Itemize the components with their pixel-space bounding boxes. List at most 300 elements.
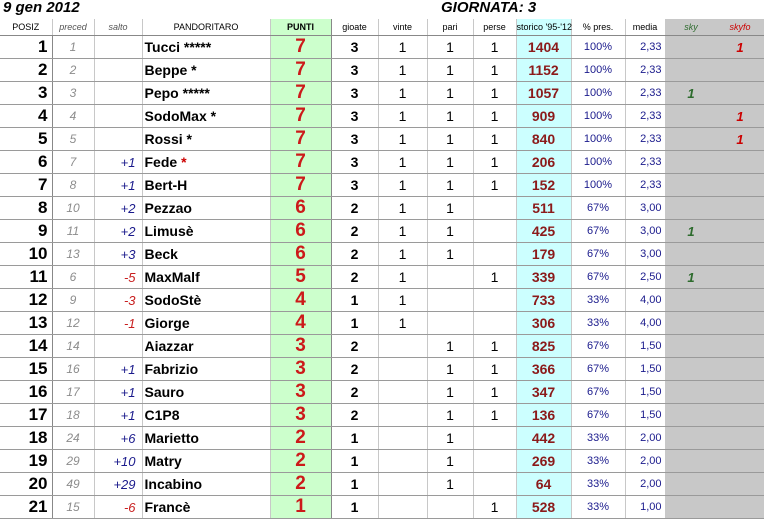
wins-cell	[378, 381, 427, 404]
losses-cell	[473, 243, 516, 266]
skyfo-cell	[717, 404, 763, 427]
draws-cell: 1	[427, 36, 473, 59]
draws-cell: 1	[427, 358, 473, 381]
table-row	[0, 266, 763, 289]
skyfo-cell	[717, 82, 763, 105]
wins-cell: 1	[378, 105, 427, 128]
wins-cell: 1	[378, 197, 427, 220]
position-cell: 15	[0, 358, 52, 381]
position-change-cell: +3	[94, 243, 142, 266]
header-punti: PUNTI	[270, 19, 331, 36]
skyfo-cell	[717, 174, 763, 197]
skyfo-cell	[717, 289, 763, 312]
previous-position-cell: 7	[52, 151, 94, 174]
position-change-cell: +6	[94, 427, 142, 450]
average-cell: 2,33	[625, 151, 665, 174]
wins-cell: 1	[378, 266, 427, 289]
played-cell: 3	[331, 174, 378, 197]
table-row	[0, 358, 763, 381]
header-skyfo: skyfo	[717, 19, 763, 36]
losses-cell	[473, 427, 516, 450]
position-change-cell	[94, 82, 142, 105]
losses-cell	[473, 197, 516, 220]
draws-cell: 1	[427, 404, 473, 427]
points-cell: 7	[270, 82, 331, 105]
losses-cell	[473, 312, 516, 335]
player-name-cell: Incabino	[142, 473, 270, 496]
presence-pct-cell: 100%	[571, 151, 625, 174]
header-posiz: POSIZ	[0, 19, 52, 36]
previous-position-cell: 13	[52, 243, 94, 266]
header-storico: storico '95-'12	[516, 19, 571, 36]
sky-cell: 1	[665, 266, 717, 289]
historical-score-cell: 1404	[516, 36, 571, 59]
skyfo-cell	[717, 496, 763, 519]
played-cell: 1	[331, 427, 378, 450]
table-row	[0, 312, 763, 335]
average-cell: 1,50	[625, 358, 665, 381]
played-cell: 3	[331, 82, 378, 105]
points-cell: 6	[270, 243, 331, 266]
played-cell: 1	[331, 496, 378, 519]
skyfo-cell: 1	[717, 105, 763, 128]
points-cell: 4	[270, 312, 331, 335]
table-row	[0, 473, 763, 496]
historical-score-cell: 339	[516, 266, 571, 289]
presence-pct-cell: 33%	[571, 473, 625, 496]
draws-cell: 1	[427, 450, 473, 473]
draws-cell: 1	[427, 197, 473, 220]
points-cell: 3	[270, 335, 331, 358]
historical-score-cell: 136	[516, 404, 571, 427]
skyfo-cell	[717, 243, 763, 266]
played-cell: 2	[331, 404, 378, 427]
table-row	[0, 174, 763, 197]
wins-cell	[378, 404, 427, 427]
position-cell: 2	[0, 59, 52, 82]
played-cell: 1	[331, 450, 378, 473]
wins-cell: 1	[378, 312, 427, 335]
average-cell: 2,33	[625, 36, 665, 59]
average-cell: 2,33	[625, 82, 665, 105]
sky-cell	[665, 105, 717, 128]
position-cell: 17	[0, 404, 52, 427]
previous-position-cell: 4	[52, 105, 94, 128]
average-cell: 3,00	[625, 197, 665, 220]
previous-position-cell: 16	[52, 358, 94, 381]
points-cell: 7	[270, 128, 331, 151]
played-cell: 2	[331, 220, 378, 243]
losses-cell: 1	[473, 174, 516, 197]
player-name-cell: SodoStè	[142, 289, 270, 312]
draws-cell: 1	[427, 381, 473, 404]
draws-cell	[427, 266, 473, 289]
position-cell: 6	[0, 151, 52, 174]
sky-cell	[665, 36, 717, 59]
position-change-cell	[94, 128, 142, 151]
losses-cell	[473, 450, 516, 473]
historical-score-cell: 347	[516, 381, 571, 404]
player-name-cell: Fabrizio	[142, 358, 270, 381]
wins-cell: 1	[378, 243, 427, 266]
presence-pct-cell: 67%	[571, 381, 625, 404]
points-cell: 2	[270, 473, 331, 496]
position-cell: 7	[0, 174, 52, 197]
position-change-cell: +1	[94, 404, 142, 427]
player-name-cell: Limusè	[142, 220, 270, 243]
draws-cell: 1	[427, 151, 473, 174]
player-name-cell: Marietto	[142, 427, 270, 450]
historical-score-cell: 152	[516, 174, 571, 197]
table-row	[0, 105, 763, 128]
standings-body	[0, 36, 763, 519]
position-cell: 3	[0, 82, 52, 105]
skyfo-cell	[717, 335, 763, 358]
position-change-cell: +29	[94, 473, 142, 496]
losses-cell: 1	[473, 59, 516, 82]
previous-position-cell: 9	[52, 289, 94, 312]
played-cell: 2	[331, 197, 378, 220]
header-pari: pari	[427, 19, 473, 36]
losses-cell: 1	[473, 105, 516, 128]
presence-pct-cell: 67%	[571, 266, 625, 289]
position-cell: 19	[0, 450, 52, 473]
previous-position-cell: 49	[52, 473, 94, 496]
table-row	[0, 220, 763, 243]
draws-cell: 1	[427, 220, 473, 243]
player-name-cell: C1P8	[142, 404, 270, 427]
historical-score-cell: 206	[516, 151, 571, 174]
draws-cell: 1	[427, 473, 473, 496]
table-row	[0, 151, 763, 174]
wins-cell: 1	[378, 220, 427, 243]
position-cell: 18	[0, 427, 52, 450]
position-cell: 20	[0, 473, 52, 496]
played-cell: 2	[331, 266, 378, 289]
skyfo-cell	[717, 358, 763, 381]
sky-cell	[665, 289, 717, 312]
wins-cell	[378, 335, 427, 358]
wins-cell	[378, 450, 427, 473]
skyfo-cell	[717, 450, 763, 473]
previous-position-cell: 18	[52, 404, 94, 427]
player-name-cell: Beppe *	[142, 59, 270, 82]
played-cell: 1	[331, 289, 378, 312]
skyfo-cell	[717, 59, 763, 82]
player-name-cell: Sauro	[142, 381, 270, 404]
table-row	[0, 404, 763, 427]
losses-cell	[473, 289, 516, 312]
position-change-cell: -3	[94, 289, 142, 312]
losses-cell: 1	[473, 358, 516, 381]
position-change-cell	[94, 105, 142, 128]
sky-cell	[665, 243, 717, 266]
position-cell: 14	[0, 335, 52, 358]
sky-cell	[665, 335, 717, 358]
played-cell: 3	[331, 59, 378, 82]
table-row	[0, 289, 763, 312]
player-name-cell: Beck	[142, 243, 270, 266]
losses-cell: 1	[473, 335, 516, 358]
average-cell: 2,00	[625, 473, 665, 496]
losses-cell: 1	[473, 266, 516, 289]
wins-cell	[378, 427, 427, 450]
average-cell: 1,50	[625, 381, 665, 404]
table-row	[0, 197, 763, 220]
points-cell: 5	[270, 266, 331, 289]
historical-score-cell: 825	[516, 335, 571, 358]
skyfo-cell	[717, 151, 763, 174]
previous-position-cell: 5	[52, 128, 94, 151]
position-cell: 13	[0, 312, 52, 335]
skyfo-cell	[717, 473, 763, 496]
historical-score-cell: 269	[516, 450, 571, 473]
historical-score-cell: 528	[516, 496, 571, 519]
points-cell: 3	[270, 404, 331, 427]
losses-cell	[473, 220, 516, 243]
wins-cell	[378, 358, 427, 381]
previous-position-cell: 15	[52, 496, 94, 519]
wins-cell	[378, 473, 427, 496]
points-cell: 4	[270, 289, 331, 312]
header-pandoritaro: PANDORITARO	[142, 19, 270, 36]
historical-score-cell: 909	[516, 105, 571, 128]
header-giocate: gioate	[331, 19, 378, 36]
draws-cell: 1	[427, 128, 473, 151]
player-name-cell: Tucci *****	[142, 36, 270, 59]
points-cell: 1	[270, 496, 331, 519]
wins-cell: 1	[378, 151, 427, 174]
player-name-cell: Francè	[142, 496, 270, 519]
draws-cell: 1	[427, 105, 473, 128]
presence-pct-cell: 100%	[571, 105, 625, 128]
player-name-cell: Fede *	[142, 151, 270, 174]
presence-pct-cell: 67%	[571, 243, 625, 266]
date-label: 9 gen 2012	[3, 0, 80, 16]
position-change-cell: +1	[94, 174, 142, 197]
played-cell: 1	[331, 312, 378, 335]
sky-cell	[665, 128, 717, 151]
table-row	[0, 82, 763, 105]
sky-cell	[665, 174, 717, 197]
previous-position-cell: 6	[52, 266, 94, 289]
losses-cell: 1	[473, 404, 516, 427]
table-row	[0, 427, 763, 450]
position-change-cell	[94, 36, 142, 59]
header-perse: perse	[473, 19, 516, 36]
position-cell: 1	[0, 36, 52, 59]
average-cell: 4,00	[625, 312, 665, 335]
points-cell: 2	[270, 427, 331, 450]
position-cell: 9	[0, 220, 52, 243]
sky-cell	[665, 151, 717, 174]
average-cell: 2,33	[625, 128, 665, 151]
losses-cell: 1	[473, 496, 516, 519]
position-change-cell	[94, 335, 142, 358]
presence-pct-cell: 33%	[571, 312, 625, 335]
table-row	[0, 36, 763, 59]
skyfo-cell	[717, 220, 763, 243]
sky-cell: 1	[665, 82, 717, 105]
points-cell: 7	[270, 151, 331, 174]
points-cell: 7	[270, 105, 331, 128]
played-cell: 3	[331, 128, 378, 151]
previous-position-cell: 11	[52, 220, 94, 243]
points-cell: 3	[270, 381, 331, 404]
skyfo-cell: 1	[717, 128, 763, 151]
skyfo-cell	[717, 312, 763, 335]
position-change-cell: +1	[94, 151, 142, 174]
wins-cell: 1	[378, 36, 427, 59]
previous-position-cell: 10	[52, 197, 94, 220]
table-row	[0, 59, 763, 82]
average-cell: 1,50	[625, 404, 665, 427]
points-cell: 6	[270, 220, 331, 243]
played-cell: 3	[331, 105, 378, 128]
presence-pct-cell: 100%	[571, 174, 625, 197]
draws-cell: 1	[427, 427, 473, 450]
previous-position-cell: 12	[52, 312, 94, 335]
player-name-cell: MaxMalf	[142, 266, 270, 289]
player-name-cell: Bert-H	[142, 174, 270, 197]
presence-pct-cell: 33%	[571, 289, 625, 312]
played-cell: 3	[331, 151, 378, 174]
table-row	[0, 381, 763, 404]
wins-cell: 1	[378, 289, 427, 312]
played-cell: 1	[331, 473, 378, 496]
position-cell: 12	[0, 289, 52, 312]
position-cell: 10	[0, 243, 52, 266]
draws-cell	[427, 312, 473, 335]
header-sky: sky	[665, 19, 717, 36]
presence-pct-cell: 67%	[571, 220, 625, 243]
previous-position-cell: 1	[52, 36, 94, 59]
played-cell: 2	[331, 243, 378, 266]
position-cell: 8	[0, 197, 52, 220]
table-row	[0, 128, 763, 151]
average-cell: 2,33	[625, 174, 665, 197]
played-cell: 2	[331, 358, 378, 381]
player-name-cell: SodoMax *	[142, 105, 270, 128]
average-cell: 2,50	[625, 266, 665, 289]
wins-cell: 1	[378, 59, 427, 82]
wins-cell: 1	[378, 174, 427, 197]
sky-cell	[665, 381, 717, 404]
points-cell: 6	[270, 197, 331, 220]
player-name-cell: Giorge	[142, 312, 270, 335]
draws-cell	[427, 496, 473, 519]
header-media: media	[625, 19, 665, 36]
played-cell: 2	[331, 381, 378, 404]
wins-cell: 1	[378, 82, 427, 105]
points-cell: 7	[270, 174, 331, 197]
average-cell: 2,00	[625, 450, 665, 473]
sky-cell	[665, 197, 717, 220]
position-cell: 5	[0, 128, 52, 151]
player-name-cell: Aiazzar	[142, 335, 270, 358]
losses-cell: 1	[473, 151, 516, 174]
historical-score-cell: 64	[516, 473, 571, 496]
player-name-cell: Pepo *****	[142, 82, 270, 105]
header-preced: preced	[52, 19, 94, 36]
previous-position-cell: 29	[52, 450, 94, 473]
position-change-cell: -6	[94, 496, 142, 519]
presence-pct-cell: 33%	[571, 427, 625, 450]
losses-cell: 1	[473, 128, 516, 151]
position-cell: 21	[0, 496, 52, 519]
previous-position-cell: 17	[52, 381, 94, 404]
average-cell: 2,33	[625, 59, 665, 82]
draws-cell: 1	[427, 243, 473, 266]
sky-cell	[665, 450, 717, 473]
draws-cell: 1	[427, 174, 473, 197]
position-change-cell: +10	[94, 450, 142, 473]
table-row	[0, 243, 763, 266]
average-cell: 2,00	[625, 427, 665, 450]
losses-cell	[473, 473, 516, 496]
historical-score-cell: 840	[516, 128, 571, 151]
giornata-label: GIORNATA: 3	[441, 0, 537, 16]
historical-score-cell: 733	[516, 289, 571, 312]
header-salto: salto	[94, 19, 142, 36]
previous-position-cell: 8	[52, 174, 94, 197]
previous-position-cell: 24	[52, 427, 94, 450]
skyfo-cell	[717, 266, 763, 289]
sky-cell	[665, 59, 717, 82]
points-cell: 7	[270, 59, 331, 82]
position-change-cell: -1	[94, 312, 142, 335]
presence-pct-cell: 100%	[571, 36, 625, 59]
presence-pct-cell: 33%	[571, 496, 625, 519]
points-cell: 3	[270, 358, 331, 381]
sky-cell: 1	[665, 220, 717, 243]
sheet-title-bar	[0, 0, 719, 19]
position-change-cell: +2	[94, 197, 142, 220]
draws-cell: 1	[427, 59, 473, 82]
losses-cell: 1	[473, 381, 516, 404]
wins-cell	[378, 496, 427, 519]
historical-score-cell: 179	[516, 243, 571, 266]
player-name-cell: Matry	[142, 450, 270, 473]
draws-cell: 1	[427, 335, 473, 358]
historical-score-cell: 1057	[516, 82, 571, 105]
skyfo-cell	[717, 381, 763, 404]
sky-cell	[665, 496, 717, 519]
wins-cell: 1	[378, 128, 427, 151]
header-pres: % pres.	[571, 19, 625, 36]
skyfo-cell	[717, 427, 763, 450]
player-name-cell: Rossi *	[142, 128, 270, 151]
previous-position-cell: 2	[52, 59, 94, 82]
presence-pct-cell: 67%	[571, 197, 625, 220]
historical-score-cell: 366	[516, 358, 571, 381]
sky-cell	[665, 427, 717, 450]
historical-score-cell: 425	[516, 220, 571, 243]
points-cell: 2	[270, 450, 331, 473]
position-cell: 11	[0, 266, 52, 289]
average-cell: 2,33	[625, 105, 665, 128]
sky-cell	[665, 312, 717, 335]
draws-cell	[427, 289, 473, 312]
skyfo-cell: 1	[717, 36, 763, 59]
average-cell: 4,00	[625, 289, 665, 312]
position-change-cell: +1	[94, 358, 142, 381]
played-cell: 2	[331, 335, 378, 358]
position-change-cell: -5	[94, 266, 142, 289]
average-cell: 3,00	[625, 243, 665, 266]
sky-cell	[665, 358, 717, 381]
losses-cell: 1	[473, 36, 516, 59]
